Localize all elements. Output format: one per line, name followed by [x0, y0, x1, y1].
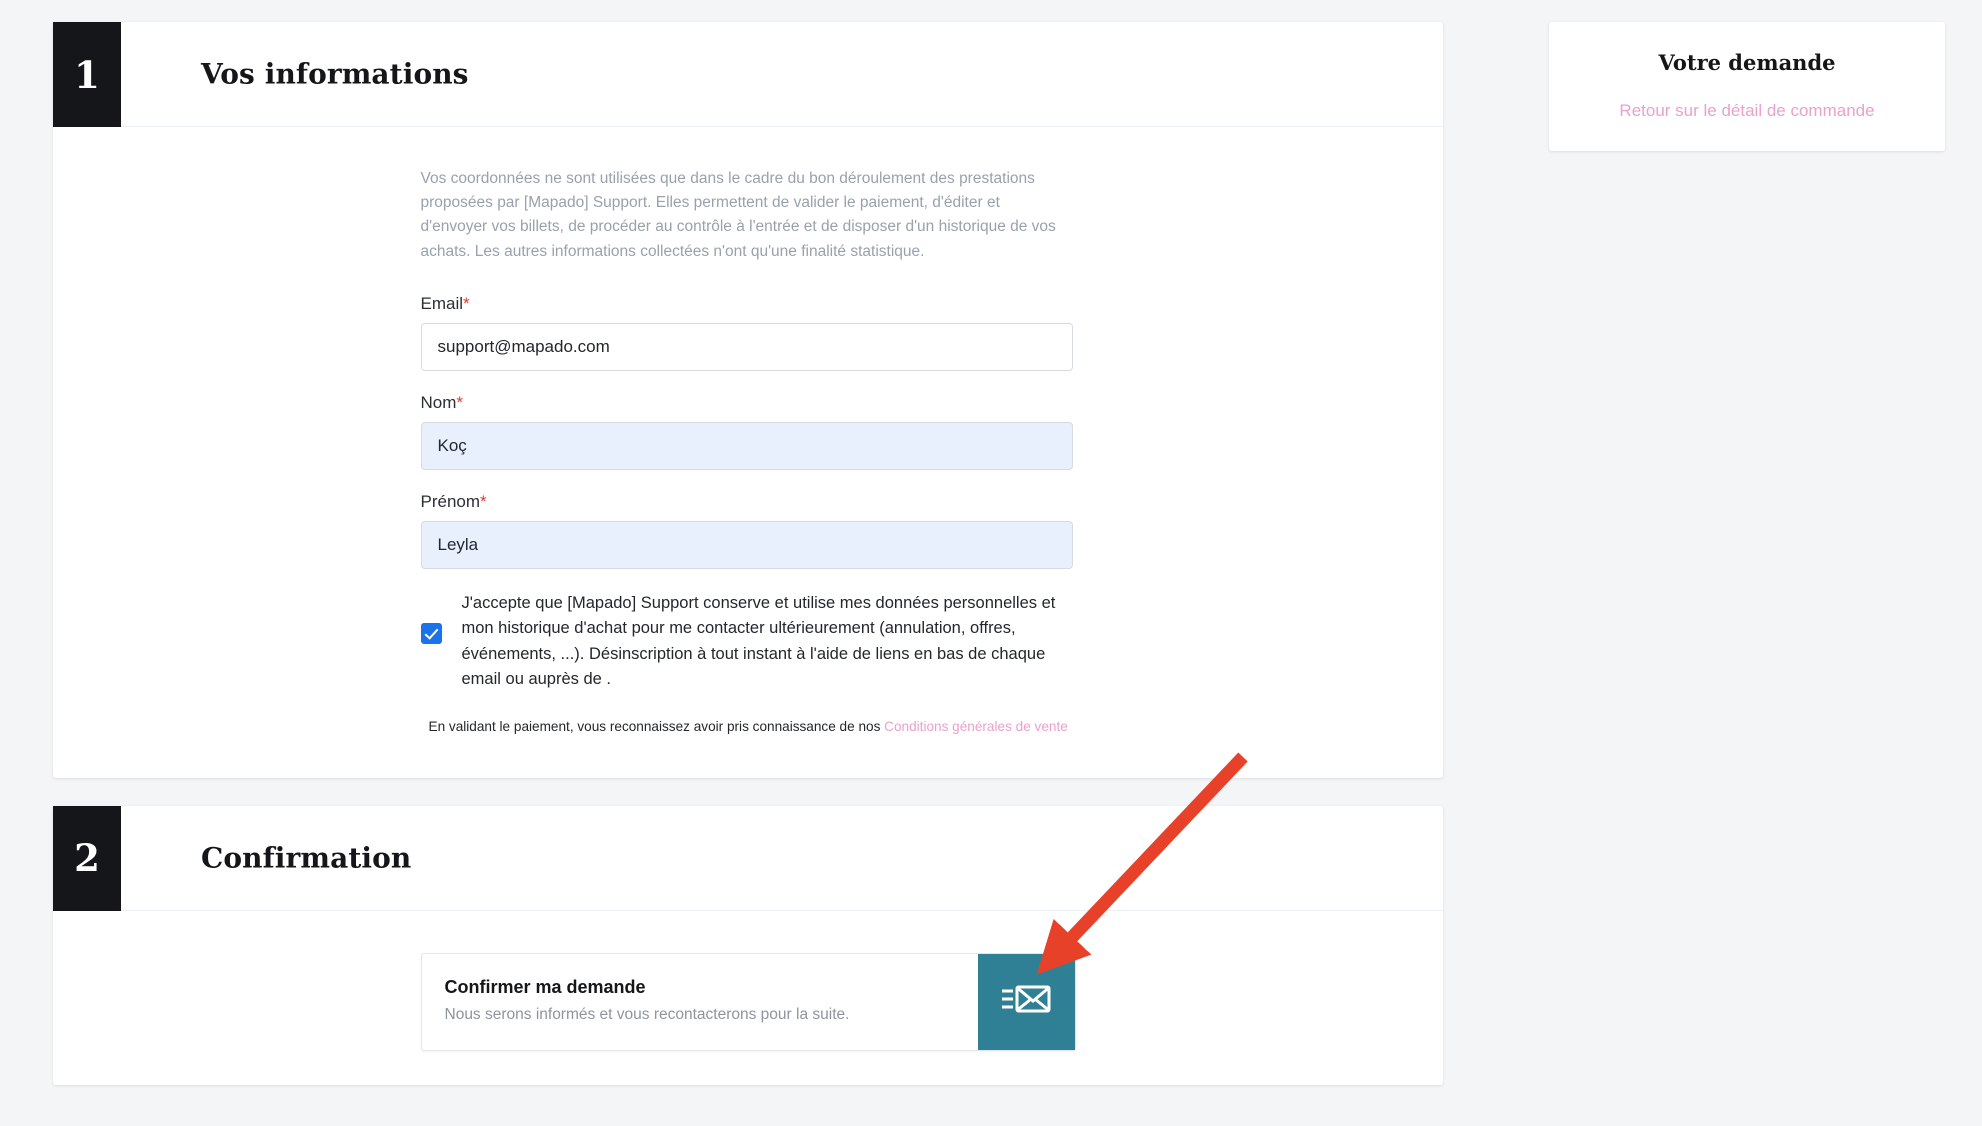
prenom-label-text: Prénom: [420, 491, 481, 511]
step-1-title: Vos informations: [201, 57, 469, 91]
step-1-body: [53, 127, 1443, 778]
email-field[interactable]: [421, 323, 1073, 371]
email-required-mark: *: [463, 293, 470, 313]
step-1-card: [53, 22, 1443, 778]
back-to-order-detail-link[interactable]: Retour sur le détail de commande: [1619, 101, 1875, 120]
step-1-header: [53, 22, 1443, 127]
step-2-header: [53, 806, 1443, 911]
prenom-field[interactable]: [421, 521, 1073, 569]
email-label-text: Email: [420, 293, 464, 313]
email-field-group: [421, 294, 1076, 371]
prenom-required-mark: *: [480, 491, 487, 511]
confirm-request-subtitle: Nous serons informés et vous recontacterons pour la suite.: [444, 1005, 850, 1023]
cgv-line: [429, 719, 1076, 734]
customer-info-form: [421, 127, 1076, 734]
nom-label: [421, 393, 1076, 413]
order-summary-card: [1549, 22, 1945, 151]
cgv-link[interactable]: Conditions générales de vente: [884, 718, 1068, 734]
nom-field-group: [421, 393, 1076, 470]
consent-text: J'accepte que [Mapado] Support conserve et utilise mes données personnelles et mon historique d'achat pour me contacter ultérieurement (annulation, offres, événements, ...). Désinscription à tout instant à l'aide de liens en bas de chaque email ou auprès de .: [461, 593, 1056, 689]
step-2-number: 2: [53, 806, 121, 911]
nom-field[interactable]: [421, 422, 1073, 470]
step-2-body: [421, 911, 1076, 1085]
step-2-card: [53, 806, 1443, 1085]
nom-required-mark: *: [456, 392, 464, 412]
confirm-request-box[interactable]: [421, 953, 1076, 1051]
confirm-request-button[interactable]: [978, 954, 1075, 1050]
prenom-field-group: [421, 492, 1076, 569]
email-label: [421, 294, 1076, 314]
nom-label-text: Nom: [420, 392, 457, 412]
main-column: [53, 22, 1443, 1085]
privacy-note: Vos coordonnées ne sont utilisées que dans le cadre du bon déroulement des prestations proposées par [Mapado] Support. Elles permettent de valider le paiement, d'éditer et d'envoyer vos billets, de procéder au contrôle à l'entrée et de disposer d'un historique de vos achats. Les autres informations collectées n'ont qu'une finalité statistique.: [420, 170, 1056, 260]
order-summary-title: Votre demande: [1658, 50, 1836, 75]
step-1-number: 1: [53, 22, 121, 127]
consent-checkbox[interactable]: [421, 623, 442, 644]
consent-row: [421, 591, 1076, 693]
confirm-request-title: Confirmer ma demande: [444, 976, 646, 997]
prenom-label: [421, 492, 1076, 512]
cgv-prefix: En validant le paiement, vous reconnaissez avoir pris connaissance de nos: [428, 718, 885, 734]
step-2-title: Confirmation: [201, 841, 412, 875]
envelope-icon: [1000, 979, 1052, 1024]
